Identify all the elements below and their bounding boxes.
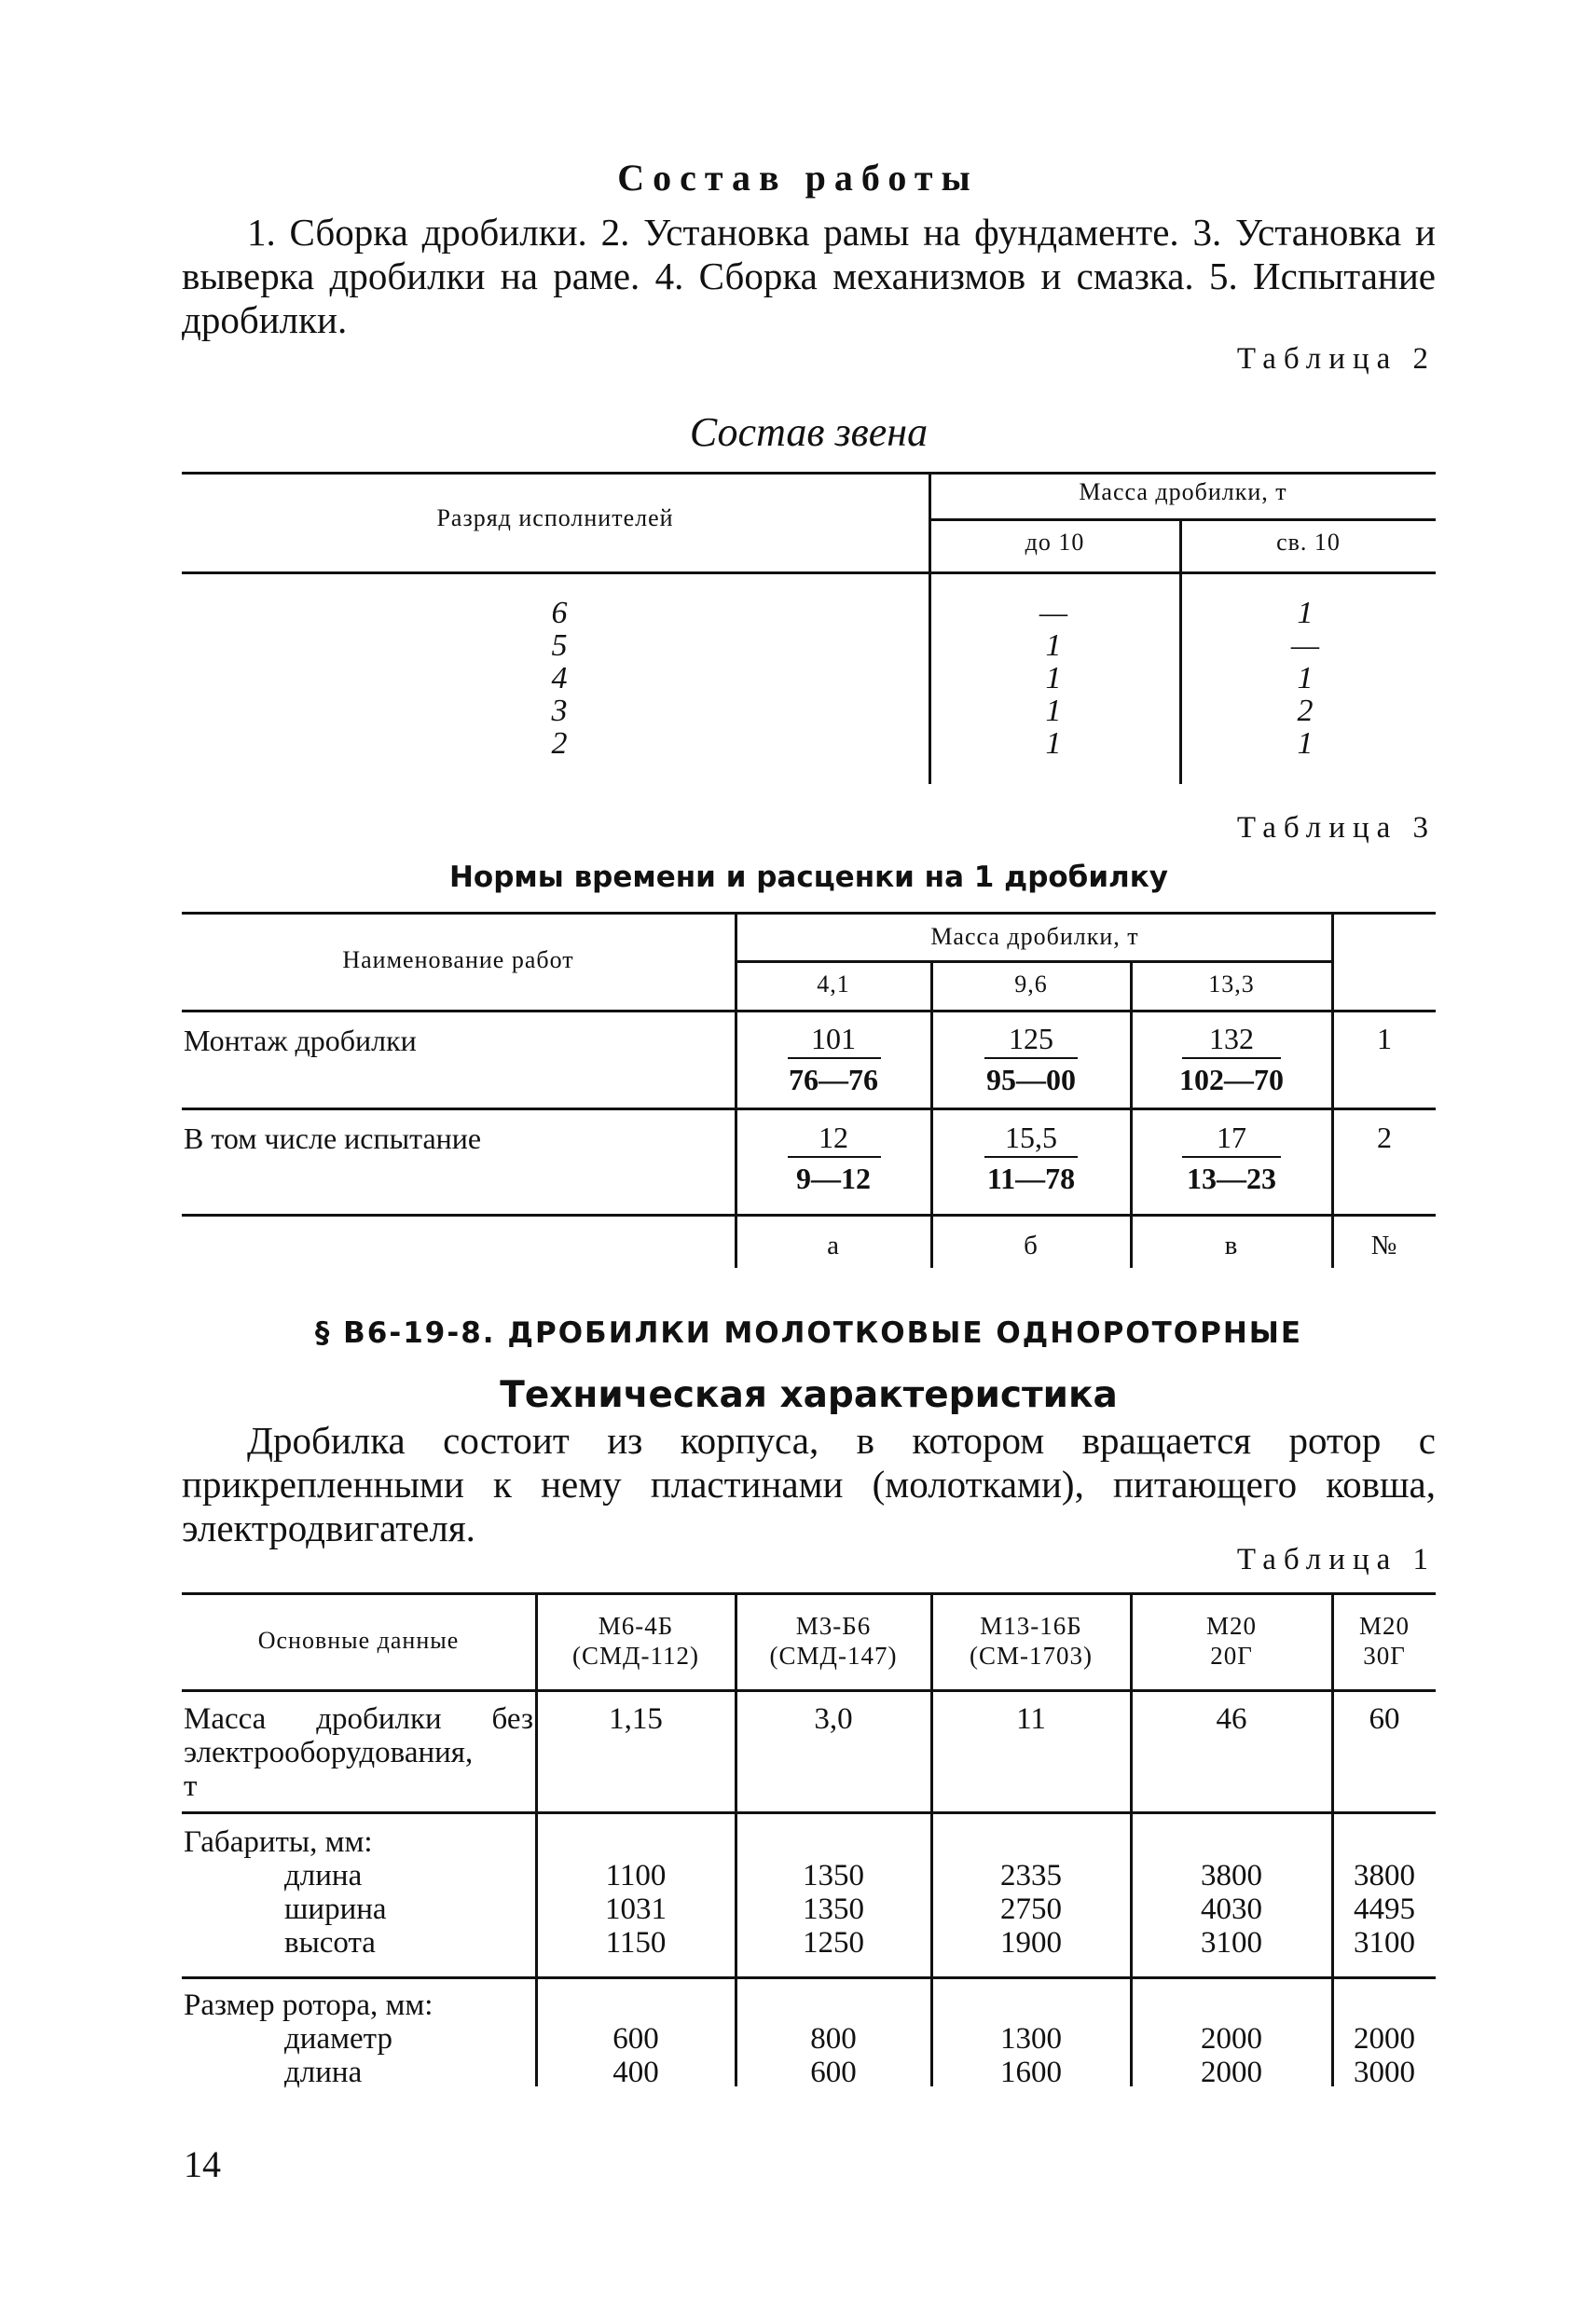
table3-row-name: В том числе испытание [184,1122,482,1155]
table3-header-mass: Масса дробилки, т [930,923,1139,950]
table1-mass-value: 11 [1016,1702,1046,1736]
table1-dims-label [184,1825,387,1960]
table2-rank: 3 [551,694,568,728]
table2-rank: 5 [551,628,568,663]
table1-model-name: М20 [1205,1612,1257,1640]
table1-dims-title: Габариты, мм: [184,1825,373,1859]
table1-dims-values [1132,1859,1331,1960]
table1-dims-value: 1150 [605,1926,667,1960]
table2-col2-value: 1 [1297,596,1314,630]
table2-rank: 6 [551,596,568,630]
table1-mass-label-line: Масса дробилки без [184,1702,533,1736]
table1-dims-value: 4495 [1354,1892,1415,1926]
table1-dims-value: 3800 [1354,1859,1415,1892]
table2-col2-cell [1268,597,1342,760]
table2-col1-value: — [1039,596,1068,630]
table2-header-over10: св. 10 [1276,529,1341,556]
table2-rank: 2 [551,726,568,761]
table1-model-header [1333,1611,1436,1671]
table1-rotor-value: 600 [612,2022,659,2056]
table1-rotor-value: 2000 [1201,2056,1262,2089]
table1-model-code: 30Г [1363,1642,1406,1670]
table1-model-name: М20 [1358,1612,1410,1640]
table1-dims-values [736,1859,930,1960]
table1-rotor-value: 3000 [1354,2056,1415,2089]
table3-header-9-6: 9,6 [1014,970,1048,998]
table1-dims-value: 1250 [803,1926,864,1960]
table3-footer-col: б [1024,1231,1039,1260]
table2-col2-value: 1 [1297,661,1314,695]
table1-rotor-sub: диаметр [284,2022,392,2056]
table3-norm: 15,5 [1005,1121,1057,1154]
table3-footer-col: № [1370,1231,1398,1260]
table2-col2-value: — [1290,628,1320,663]
table3-price: 13—23 [1187,1162,1276,1195]
table3-header-4-1: 4,1 [817,970,850,998]
table2-col1-value: 1 [1045,661,1062,695]
section-text: Дробилка состоит из корпуса, в котором вращается ротор с прикрепленными к нему пластинами (молотками), питающего ковша, электродвигателя. [182,1419,1436,1549]
work-composition-text: 1. Сборка дробилки. 2. Установка рамы на фундаменте. 3. Установка и выверка дробилки на раме. 4. Сборка механизмов и смазка. 5. Испытание дробилки. [182,211,1436,341]
table1-model-name: М3-Б6 [795,1612,872,1640]
table3-norm: 125 [1009,1022,1053,1055]
table3-row-number: 2 [1377,1121,1392,1154]
table1-model-header [1132,1611,1331,1671]
table1-mass-label-line: т [184,1769,198,1803]
table1-dims-value: 3100 [1201,1926,1262,1960]
table1-dims-value: 4030 [1201,1892,1262,1926]
table1-dims-value: 2750 [1000,1892,1062,1926]
table2-col1-value: 1 [1045,694,1062,728]
table1-model-header [932,1611,1130,1671]
table1-mass-value: 60 [1369,1702,1400,1736]
table1-rotor-values [932,2022,1130,2089]
table1-mass-value: 46 [1216,1702,1247,1736]
table1-rotor-value: 1300 [1000,2022,1062,2056]
page-number: 14 [184,2143,221,2185]
table1-dims-value: 1350 [803,1859,864,1892]
table3-price: 102—70 [1179,1063,1284,1096]
table1-dims-value: 3800 [1201,1859,1262,1892]
table2-rank: 4 [551,661,568,695]
table2-title: Состав звена [689,409,929,455]
table1-dims-value: 1900 [1000,1926,1062,1960]
table1-dims-sub: ширина [284,1892,387,1926]
table1-dims-value: 1031 [605,1892,667,1926]
table2-col1-value: 1 [1045,628,1062,663]
table2-header-upto10: до 10 [1025,529,1085,556]
table1-mass-value: 1,15 [609,1702,663,1736]
table1-rotor-value: 2000 [1354,2022,1415,2056]
table1-dims-values [932,1859,1130,1960]
table1-rotor-values [1333,2022,1436,2089]
table1-label: Таблица 1 [1236,1543,1436,1576]
table1-model-code: (СМД-147) [769,1642,898,1670]
table1-rotor-values [1132,2022,1331,2089]
table1-rotor-value: 2000 [1201,2022,1262,2056]
table1-dims-values [1333,1859,1436,1960]
table1-dims-value: 3100 [1354,1926,1415,1960]
table1-model-code: (СМД-112) [572,1642,699,1670]
table3-norm: 101 [811,1022,856,1055]
table2-header-rank: Разряд исполнителей [436,504,674,531]
table1-rotor-values [736,2022,930,2089]
table1-rotor-sub: длина [284,2056,363,2089]
table2-col1-cell [1016,597,1091,760]
table1-mass-value: 3,0 [814,1702,853,1736]
table3-title: Нормы времени и расценки на 1 дробилку [448,860,1169,894]
table3-label: Таблица 3 [1236,811,1436,845]
table3-row-number: 1 [1377,1022,1392,1055]
table2-label: Таблица 2 [1236,342,1436,376]
table1-mass-label [184,1702,533,1803]
table3-header-13-3: 13,3 [1208,970,1255,998]
table1-model-name: М13-16Б [980,1612,1082,1640]
table1-model-code: (СМ-1703) [970,1642,1093,1670]
work-composition-heading: Состав работы [617,157,979,199]
table3-norm: 12 [819,1121,848,1154]
table1-dims-values [537,1859,735,1960]
table1-header-main: Основные данные [257,1627,460,1654]
table2-rank-cell [522,597,597,760]
table1-rotor-value: 600 [810,2056,857,2089]
section-subheading: Техническая характеристика [500,1374,1118,1416]
table1-rotor-title: Размер ротора, мм: [184,1989,433,2022]
table2-header-mass: Масса дробилки, т [1079,478,1287,505]
table3-price: 95—00 [986,1063,1076,1096]
section-title: § В6-19-8. ДРОБИЛКИ МОЛОТКОВЫЕ ОДНОРОТОРНЫЕ [314,1316,1303,1350]
table3-footer-col: а [827,1231,840,1260]
table1-rotor-values [537,2022,735,2089]
table3-price: 76—76 [789,1063,878,1096]
table1-rotor-value: 1600 [1000,2056,1062,2089]
table1-dims-value: 1350 [803,1892,864,1926]
table2-col2-value: 1 [1297,726,1314,761]
table1-model-header [537,1611,735,1671]
table1-model-name: М6-4Б [598,1612,674,1640]
table3-header-work: Наименование работ [342,946,574,973]
table1-mass-label-line: электрооборудования, [184,1736,474,1769]
table1-model-header [736,1611,930,1671]
table1-rotor-label [184,1989,433,2089]
table3-footer-col: в [1224,1231,1239,1260]
table3-row-name: Монтаж дробилки [184,1024,417,1057]
table3-price: 9—12 [796,1162,871,1195]
table1-model-code: 20Г [1210,1642,1253,1670]
table3-norm: 17 [1217,1121,1246,1154]
table2-col1-value: 1 [1045,726,1062,761]
table3-norm: 132 [1209,1022,1254,1055]
table1-dims-sub: высота [284,1926,376,1960]
table1-rotor-value: 400 [612,2056,659,2089]
table1-dims-sub: длина [284,1859,363,1892]
table1-dims-value: 2335 [1000,1859,1062,1892]
table3-price: 11—78 [986,1162,1076,1195]
table1-rotor-value: 800 [810,2022,857,2056]
table1-dims-value: 1100 [605,1859,667,1892]
table2-col2-value: 2 [1297,694,1314,728]
